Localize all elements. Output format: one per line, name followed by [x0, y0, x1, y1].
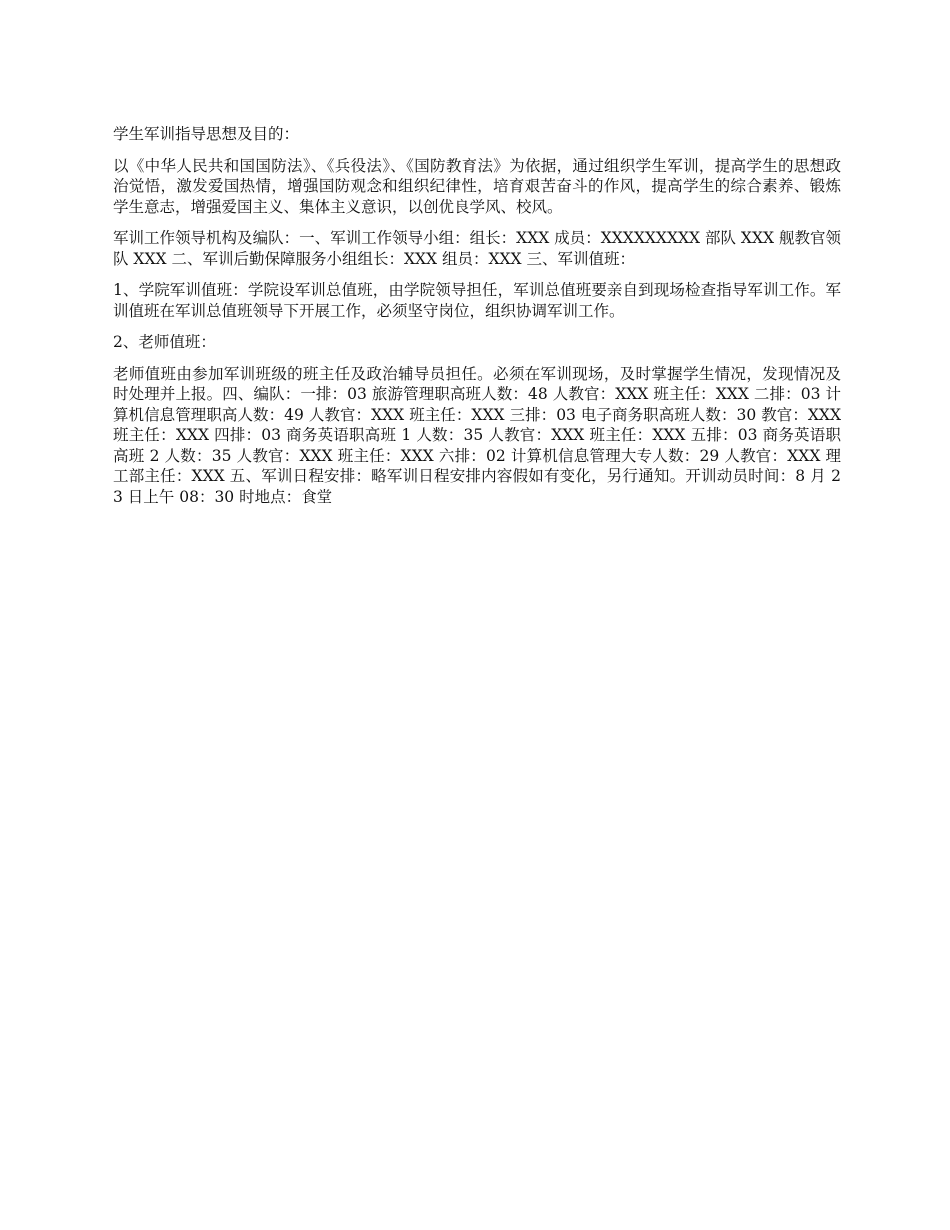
paragraph-purpose: 以《中华人民共和国国防法》、《兵役法》、《国防教育法》为依据，通过组织学生军训，提高学生的思想政治觉悟，激发爱国热情，增强国防观念和组织纪律性，培育艰苦奋斗的作风，提高学生的综合素养、锻炼学生意志，增强爱国主义、集体主义意识，以创优良学风、校风。 — [113, 156, 841, 216]
paragraph-leadership: 军训工作领导机构及编队：一、军训工作领导小组：组长：XXX 成员：XXXXXXXXX 部队 XXX 舰教官领队 XXX 二、军训后勤保障服务小组组长：XXX 组员：XXX 三、军训值班： — [113, 229, 841, 268]
heading-teacher-duty: 2、老师值班： — [113, 333, 216, 351]
paragraph-college-duty: 1、学院军训值班：学院设军训总值班，由学院领导担任，军训总值班要亲自到现场检查指导军训工作。军训值班在军训总值班领导下开展工作，必须坚守岗位，组织协调军训工作。 — [113, 281, 841, 320]
paragraph-teacher-duty-and-schedule: 老师值班由参加军训班级的班主任及政治辅导员担任。必须在军训现场，及时掌握学生情况，发现情况及时处理并上报。四、编队：一排：03 旅游管理职高班人数：48 人教官：XXX 班主任：XXX 二排：03 计算机信息管理职高人数：49 人教官：XXX 班主任：XXX 三排：03 电子商务职高班人数：30 教官：XXX 班主任：XXX 四排：03 商务英语职高班 1 人数：35 人教官：XXX 班主任：XXX 五排：03 商务英语职高班 2 人数：35 人教官：XXX 班主任：XXX 六排：02 计算机信息管理大专人数：29 人教官：XXX 理工部主任：XXX 五、军训日程安排：略军训日程安排内容假如有变化，另行通知。开训动员时间：8 月 23 日上午 08：30 时地点：食堂 — [113, 364, 841, 506]
heading-guiding-thought: 学生军训指导思想及目的： — [113, 125, 300, 143]
document-body — [113, 124, 841, 518]
